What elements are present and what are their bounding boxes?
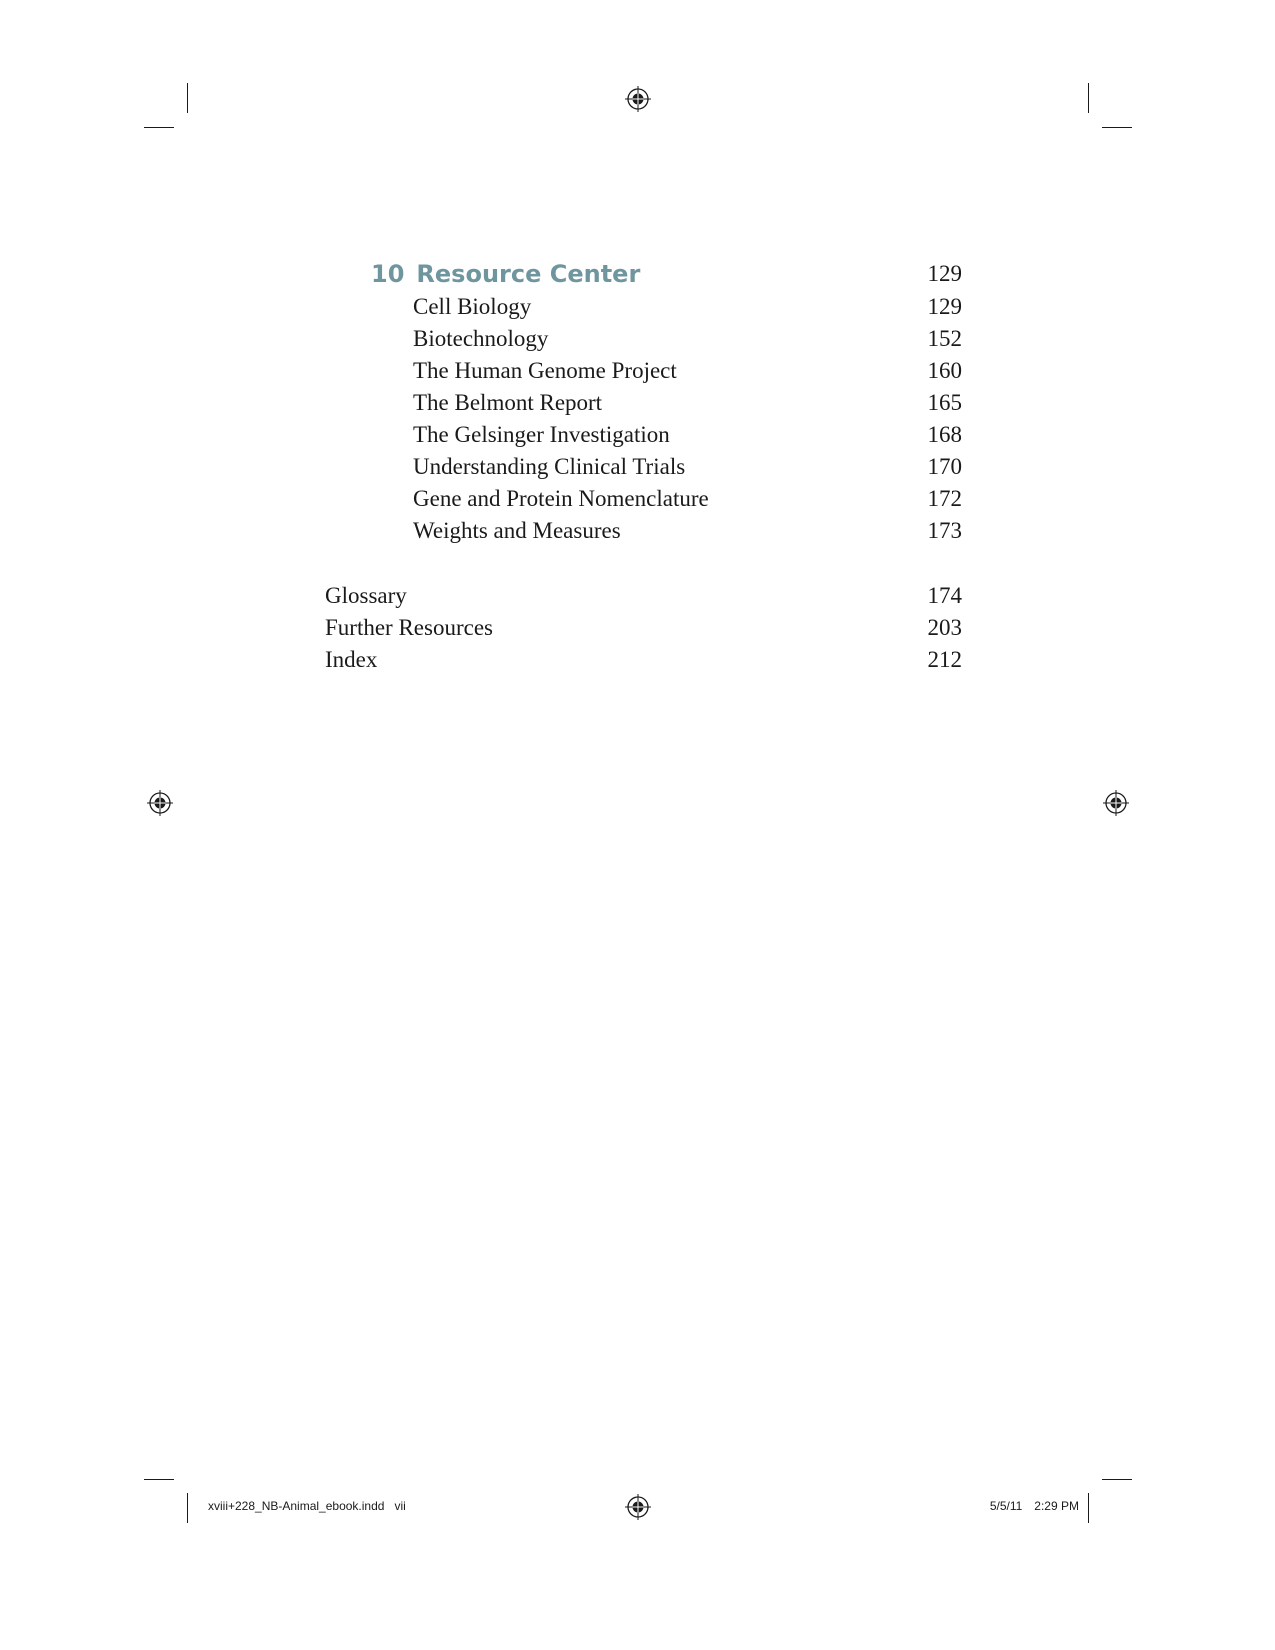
toc-section-page: 165: [927, 390, 962, 415]
toc-section-page: 152: [927, 326, 962, 351]
toc-chapter-page: 129: [927, 261, 962, 286]
toc-section-label: The Gelsinger Investigation: [413, 422, 670, 447]
toc-section-label: Understanding Clinical Trials: [413, 454, 686, 479]
crop-mark-top-left-vertical: [187, 83, 188, 113]
toc-back-matter-row[interactable]: [325, 612, 962, 644]
toc-section-label: Cell Biology: [413, 294, 532, 319]
slug-file-name: xviii+228_NB-Animal_ebook.indd: [208, 1499, 385, 1513]
toc-chapter-name: Resource Center: [416, 260, 641, 288]
toc-section-page: 160: [927, 358, 962, 383]
crop-mark-bottom-right-vertical: [1088, 1493, 1089, 1523]
toc-back-matter-row[interactable]: [325, 644, 962, 676]
toc-back-matter-page: 212: [927, 647, 962, 672]
crop-mark-bottom-right-horizontal: [1102, 1479, 1132, 1480]
toc-section-row[interactable]: [413, 419, 962, 451]
toc-section-row[interactable]: [413, 291, 962, 323]
slug-timestamp: [990, 1499, 1079, 1513]
toc-back-matter-label: Index: [325, 647, 378, 672]
toc-section-row[interactable]: [413, 483, 962, 515]
toc-section-row[interactable]: [413, 323, 962, 355]
toc-section-row[interactable]: [413, 387, 962, 419]
registration-mark-bottom-icon: [625, 1494, 651, 1520]
toc-chapter-number: 10: [371, 260, 405, 288]
crop-mark-top-left-horizontal: [144, 127, 174, 128]
toc-section-label: The Human Genome Project: [413, 358, 677, 383]
slug-time: 2:29 PM: [1034, 1499, 1079, 1513]
toc-section-page: 129: [927, 294, 962, 319]
crop-mark-top-right-horizontal: [1102, 127, 1132, 128]
crop-mark-bottom-left-vertical: [187, 1493, 188, 1523]
toc-section-row[interactable]: [413, 355, 962, 387]
registration-mark-top-icon: [625, 86, 651, 112]
registration-mark-left-icon: [147, 790, 173, 816]
toc-back-matter-page: 203: [927, 615, 962, 640]
toc-back-matter-row[interactable]: [325, 580, 962, 612]
toc-section-row[interactable]: [413, 515, 962, 547]
toc-section-label: The Belmont Report: [413, 390, 603, 415]
toc-chapter-title: [371, 258, 640, 290]
toc-section-page: 172: [927, 486, 962, 511]
toc-back-matter-page: 174: [927, 583, 962, 608]
toc-section-label: Gene and Protein Nomenclature: [413, 486, 709, 511]
slug-file-info: [208, 1499, 406, 1513]
toc-back-matter-label: Glossary: [325, 583, 407, 608]
crop-mark-bottom-left-horizontal: [144, 1479, 174, 1480]
slug-date: 5/5/11: [989, 1499, 1023, 1513]
toc-chapter-heading[interactable]: [371, 258, 962, 290]
toc-section-label: Biotechnology: [413, 326, 549, 351]
registration-mark-right-icon: [1103, 790, 1129, 816]
toc-back-matter-label: Further Resources: [325, 615, 493, 640]
toc-section-page: 170: [927, 454, 962, 479]
toc-section-page: 173: [927, 518, 962, 543]
toc-section-page: 168: [927, 422, 962, 447]
crop-mark-top-right-vertical: [1088, 83, 1089, 113]
toc-section-label: Weights and Measures: [413, 518, 621, 543]
slug-page-label: vii: [394, 1499, 406, 1513]
toc-section-row[interactable]: [413, 451, 962, 483]
